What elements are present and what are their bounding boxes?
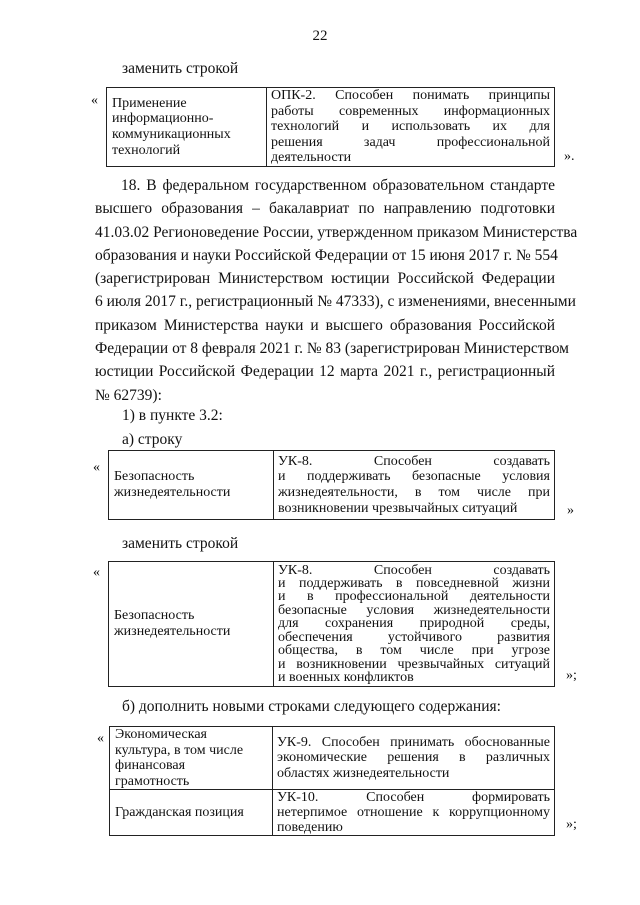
competency-category-cell	[110, 727, 273, 790]
item-a: а) строку	[122, 431, 183, 448]
competency-category-cell	[109, 451, 274, 520]
open-quote: «	[93, 460, 100, 475]
cell-line: работы современных информационных	[271, 103, 550, 119]
competency-description-cell	[274, 562, 555, 687]
cell-line: УК-8. Способен создавать	[278, 562, 550, 578]
cell-line: обеспечения устойчивого развития	[278, 629, 550, 645]
cell-line: ОПК-2. Способен понимать принципы	[271, 88, 550, 104]
cell-line: и возникновении чрезвычайных ситуаций	[278, 656, 550, 672]
cell-line: и поддерживать в повседневной жизни	[278, 576, 550, 592]
competency-description-cell	[267, 88, 555, 167]
paragraph-line: (зарегистрирован Министерством юстиции Российской Федерации	[95, 270, 555, 288]
cell-line: технологий	[112, 142, 181, 158]
cell-line: УК-10. Способен формировать	[277, 790, 550, 806]
cell-line: культура, в том числе	[115, 742, 244, 758]
competency-category-cell	[107, 88, 267, 167]
competency-table-1	[106, 87, 555, 167]
cell-line: коммуникационных	[112, 127, 231, 142]
cell-line: грамотность	[115, 773, 190, 789]
competency-table-4	[109, 726, 555, 836]
paragraph-18	[95, 174, 578, 407]
cell-line: Экономическая	[115, 727, 207, 742]
close-quote: »;	[566, 668, 577, 683]
paragraph-line: приказом Министерства науки и высшего образования Российской	[95, 316, 555, 334]
cell-line: деятельности	[271, 150, 352, 166]
cell-line: областях жизнедеятельности	[277, 765, 450, 781]
cell-line: возникновении чрезвычайных ситуаций	[278, 500, 518, 516]
close-quote: »	[567, 503, 574, 518]
cell-line: жизнедеятельности	[114, 624, 231, 639]
competency-description-cell	[273, 790, 555, 836]
open-quote: «	[97, 731, 104, 746]
paragraph-line: 6 июля 2017 г., регистрационный № 47333), с изменениями, внесенными	[95, 293, 576, 311]
item-b: б) дополнить новыми строками следующего содержания:	[122, 698, 501, 715]
cell-line: Применение	[112, 95, 187, 111]
cell-line: нетерпимое отношение к коррупционному	[277, 805, 550, 821]
cell-line: УК-8. Способен создавать	[278, 453, 550, 469]
replace-label: заменить строкой	[122, 60, 239, 77]
paragraph-line: юстиции Российской Федерации 12 марта 2021 г., регистрационный	[95, 363, 555, 381]
cell-line: экономические решения в различных	[277, 750, 550, 766]
competency-category-cell	[110, 790, 273, 836]
paragraph-line: образования и науки Российской Федерации от 15 июня 2017 г. № 554	[95, 246, 558, 264]
cell-line: жизнедеятельности, в том числе при	[278, 485, 550, 500]
competency-description-cell	[274, 451, 555, 520]
page-number: 22	[312, 28, 328, 44]
close-quote: »;	[566, 817, 577, 832]
open-quote: «	[91, 93, 98, 108]
cell-line: для сохранения природной среды,	[278, 616, 550, 632]
cell-line: технологий и использовать их для	[271, 119, 550, 135]
competency-description-cell	[273, 727, 555, 790]
cell-line: УК-9. Способен принимать обоснованные	[277, 734, 550, 750]
competency-category-cell	[109, 562, 274, 687]
cell-line: Безопасность	[114, 469, 195, 485]
paragraph-line: № 62739):	[95, 386, 162, 404]
cell-line: и в профессиональной деятельности	[278, 589, 550, 605]
cell-line: и военных конфликтов	[278, 669, 414, 685]
paragraph-line: 18. В федеральном государственном образовательном стандарте	[121, 177, 555, 194]
paragraph-line: высшего образования – бакалавриат по направлению подготовки	[95, 200, 555, 218]
cell-line: решения задач профессиональной	[271, 134, 550, 150]
cell-line: общества, в том числе при угрозе	[278, 643, 550, 659]
competency-table-3	[108, 561, 555, 687]
item-1: 1) в пункте 3.2:	[122, 407, 223, 424]
cell-line: и поддерживать безопасные условия	[278, 469, 550, 485]
cell-line: Гражданская позиция	[115, 805, 244, 821]
cell-line: жизнедеятельности	[114, 485, 231, 500]
open-quote: «	[93, 565, 100, 580]
competency-table-2	[108, 450, 555, 520]
replace-label: заменить строкой	[122, 535, 239, 552]
cell-line: информационно-	[112, 111, 214, 127]
cell-line: поведению	[277, 820, 343, 836]
cell-line: Безопасность	[114, 608, 195, 624]
cell-line: финансовая	[115, 758, 186, 774]
close-quote: ».	[564, 149, 575, 164]
paragraph-line: Федерации от 8 февраля 2021 г. № 83 (зарегистрирован Министерством	[95, 340, 569, 358]
paragraph-line: 41.03.02 Регионоведение России, утвержденном приказом Министерства	[95, 223, 578, 241]
cell-line: безопасные условия жизнедеятельности	[278, 602, 550, 618]
